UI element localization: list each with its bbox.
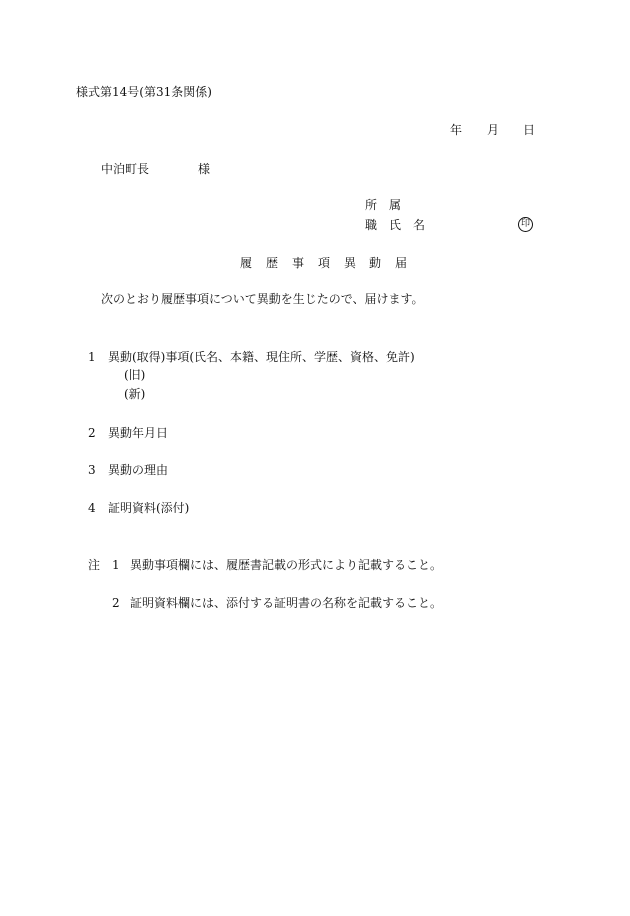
title-char-1: 履 [240, 256, 253, 270]
intro-text: 次のとおり履歴事項について異動を生じたので、届けます。 [101, 292, 424, 306]
title-char-5: 異 [344, 256, 357, 270]
item-4-number: 4 [88, 501, 96, 515]
notes-label: 注 [88, 558, 101, 572]
note-1-text: 異動事項欄には、履歴書記載の形式により記載すること。 [130, 558, 443, 572]
item-1-text: 異動(取得)事項(氏名、本籍、現住所、学歴、資格、免許) [108, 350, 415, 364]
title-char-7: 届 [395, 256, 408, 270]
title-char-6: 動 [369, 256, 382, 270]
item-2-text: 異動年月日 [108, 426, 169, 440]
item-1-new-label: (新) [124, 387, 146, 401]
form-number: 様式第14号(第31条関係) [76, 85, 212, 99]
note-2-number: 2 [112, 596, 120, 610]
affiliation-label-char-2: 属 [389, 198, 402, 212]
addressee-honorific: 様 [198, 162, 211, 176]
item-1-old-label: (旧) [124, 368, 146, 382]
title-char-3: 事 [292, 256, 305, 270]
note-1-number: 1 [112, 558, 120, 572]
position-label-char-2: 氏 [389, 218, 402, 232]
date-day-label: 日 [523, 123, 536, 137]
item-3-number: 3 [88, 463, 96, 477]
date-year-label: 年 [450, 123, 463, 137]
title-char-2: 歴 [266, 256, 279, 270]
position-label-char-3: 名 [413, 218, 426, 232]
item-4-text: 証明資料(添付) [108, 501, 190, 515]
date-month-label: 月 [487, 123, 500, 137]
note-2-text: 証明資料欄には、添付する証明書の名称を記載すること。 [130, 596, 443, 610]
affiliation-label-char-1: 所 [365, 198, 378, 212]
addressee-name: 中泊町長 [101, 162, 150, 176]
item-1-number: 1 [88, 350, 96, 364]
position-label-char-1: 職 [365, 218, 378, 232]
title-char-4: 項 [318, 256, 331, 270]
seal-mark: 印 [518, 217, 533, 232]
item-3-text: 異動の理由 [108, 463, 169, 477]
item-2-number: 2 [88, 426, 96, 440]
